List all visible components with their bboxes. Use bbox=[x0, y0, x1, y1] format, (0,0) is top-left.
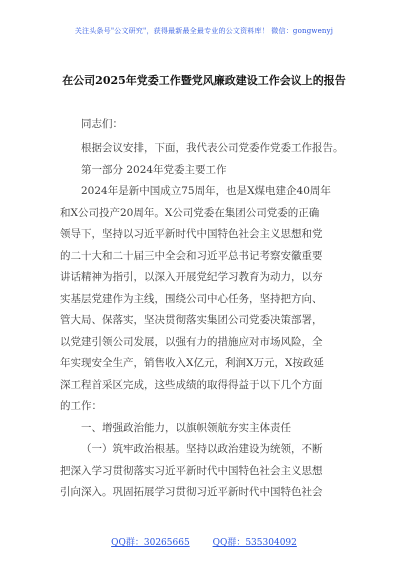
body-line: 管大局、保落实，坚决贯彻落实集团公司党委决策部署， bbox=[60, 314, 323, 326]
body-line: 实基层党建作为主线，围绕公司中心任务，坚持把方向、 bbox=[60, 292, 323, 305]
body-line: 2024年是新中国成立75周年，也是X煤电建企40周年 bbox=[81, 185, 331, 197]
subsection-heading: 一、增强政治能力，以旗帜领航夯实主体责任 bbox=[81, 421, 291, 434]
body-line: 的二十大和二十届三中全会和习近平总书记考察安徽重要 bbox=[60, 249, 323, 262]
body-line: 和X公司投产20周年。X公司党委在集团公司党委的正确 bbox=[60, 206, 320, 219]
body-line: 领导下，坚持以习近平新时代中国特色社会主义思想和党 bbox=[60, 228, 323, 240]
body-line: 根据会议安排，下面，我代表公司党委作党委工作报告。 bbox=[81, 142, 344, 154]
promo-banner: 关注头条号"公文研究"，获得最新最全最专业的公文资料库！ 微信：gongwenyj bbox=[74, 27, 334, 35]
qq-group-link-1[interactable]: QQ群：30265665 bbox=[111, 538, 190, 548]
document-title: 在公司2025年党委工作暨党风廉政建设工作会议上的报告 bbox=[62, 74, 346, 87]
salutation: 同志们： bbox=[81, 118, 123, 130]
footer-contacts bbox=[0, 535, 408, 548]
body-line: （一）筑牢政治根基。坚持以政治建设为统领，不断 bbox=[81, 443, 323, 455]
body-line: 年实现安全生产，销售收入X亿元，利润X万元，X按政延 bbox=[60, 357, 324, 369]
body-line: 的工作： bbox=[60, 400, 102, 412]
body-line: 以党建引领公司发展，以强有力的措施应对市场风险，全 bbox=[60, 335, 323, 348]
body-line: 讲话精神为指引，以深入开展党纪学习教育为动力，以夯 bbox=[60, 271, 323, 283]
body-line: 引向深入。巩固拓展学习贯彻习近平新时代中国特色社会 bbox=[60, 486, 323, 498]
qq-group-link-2[interactable]: QQ群：535304092 bbox=[212, 538, 297, 548]
report-body bbox=[60, 138, 360, 504]
body-line: 把深入学习贯彻落实习近平新时代中国特色社会主义思想 bbox=[60, 464, 323, 477]
body-line: 深工程首采区完成，这些成绩的取得得益于以下几个方面 bbox=[60, 378, 323, 391]
section-heading: 第一部分 2024年党委主要工作 bbox=[81, 163, 227, 176]
